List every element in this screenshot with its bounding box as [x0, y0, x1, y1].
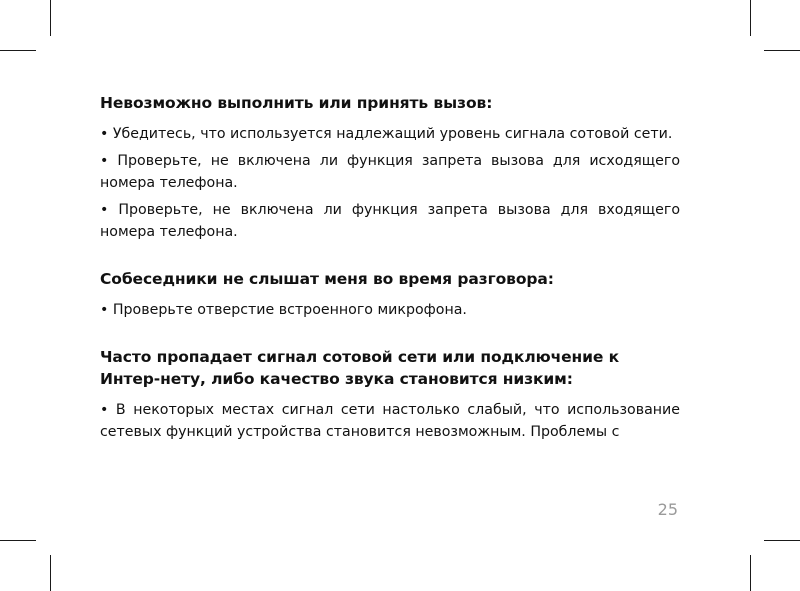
section-call-problems [100, 92, 680, 243]
crop-mark [50, 0, 51, 36]
crop-mark [0, 50, 36, 51]
section-heading: Невозможно выполнить или принять вызов: [100, 94, 493, 112]
page-content [100, 92, 680, 448]
page-number: 25 [657, 500, 678, 519]
section-microphone [100, 268, 680, 321]
crop-mark [764, 50, 800, 51]
section-signal-loss [100, 346, 680, 443]
list-item: • Убедитесь, что используется надлежащий уровень сигнала сотовой сети. [100, 126, 673, 142]
crop-mark [0, 540, 36, 541]
crop-mark [750, 555, 751, 591]
list-item: • Проверьте, не включена ли функция запрета вызова для исходящего номера телефона. [100, 153, 680, 191]
list-item: • Проверьте, не включена ли функция запрета вызова для входящего номера телефона. [100, 202, 680, 240]
section-heading: Собеседники не слышат меня во время разговора: [100, 270, 554, 288]
crop-mark [50, 555, 51, 591]
list-item: • В некоторых местах сигнал сети настолько слабый, что использование сетевых функций устройства становится невозможным. Проблемы с [100, 402, 680, 440]
crop-mark [764, 540, 800, 541]
section-heading: Часто пропадает сигнал сотовой сети или подключение к Интер-нету, либо качество звука становится низким: [100, 348, 620, 388]
crop-mark [750, 0, 751, 36]
list-item: • Проверьте отверстие встроенного микрофона. [100, 302, 467, 318]
